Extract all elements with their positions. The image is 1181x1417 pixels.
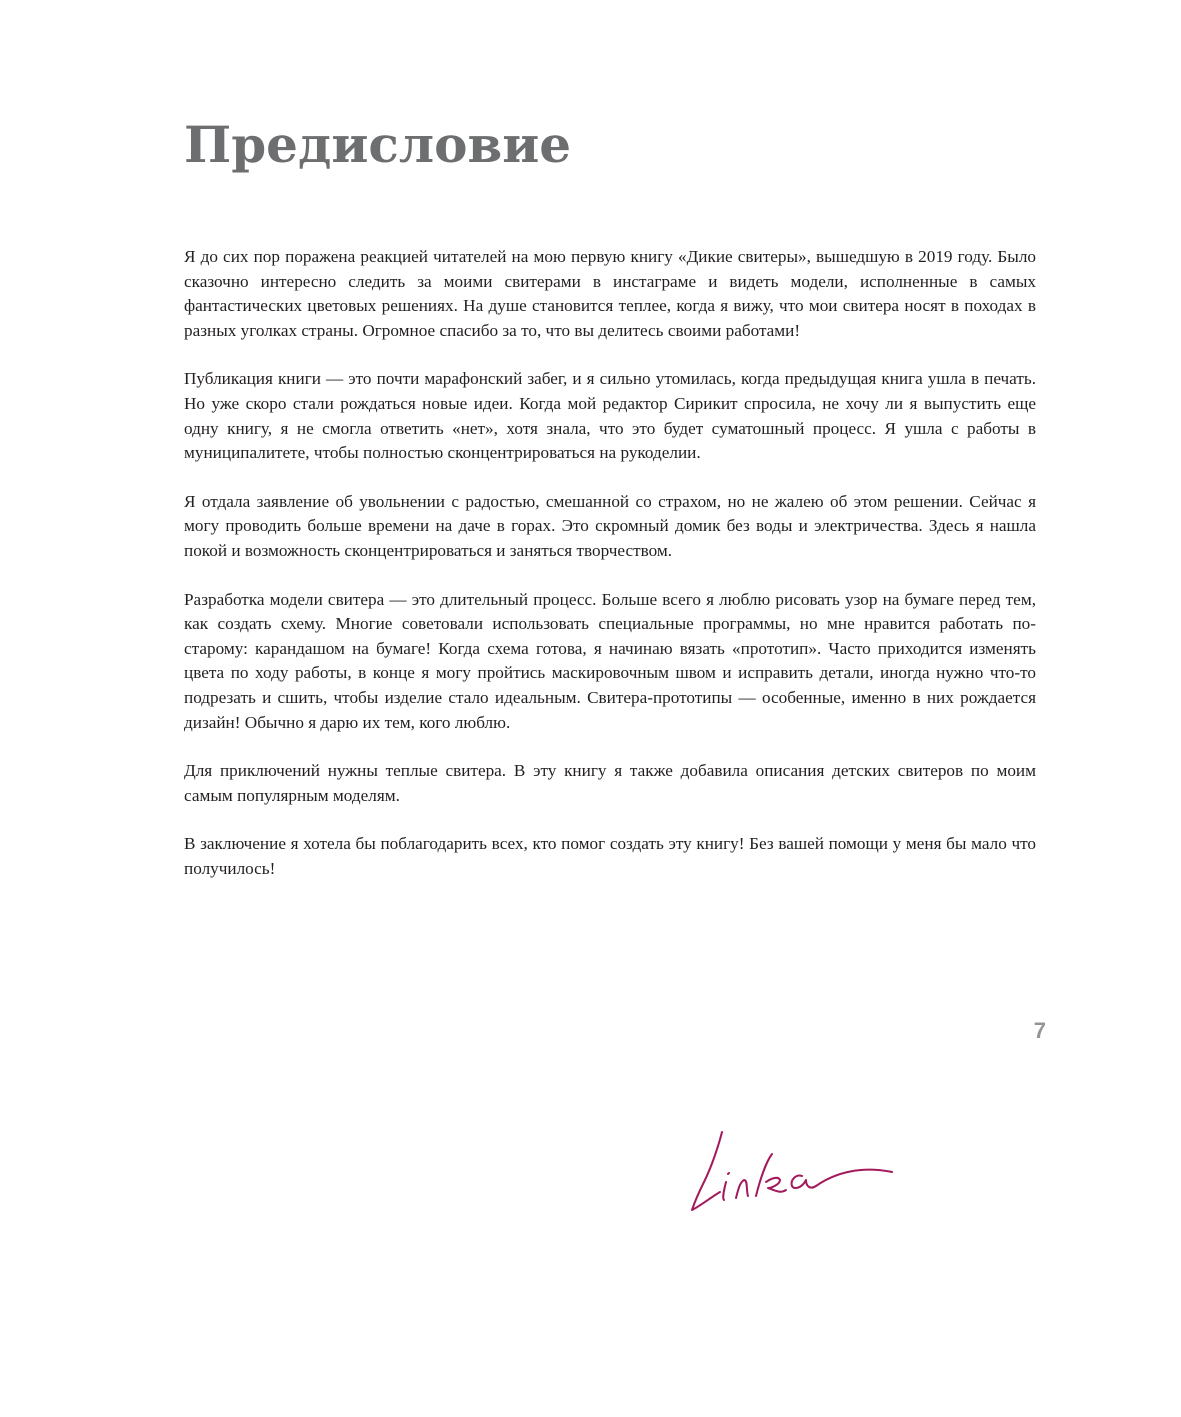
- page-number-container: [1000, 1016, 1046, 1046]
- author-signature: [686, 1124, 896, 1216]
- paragraph: Публикация книги — это почти марафонский забег, и я сильно утомилась, когда предыдущая книга ушла в печать. Но уже скоро стали рождаться новые идеи. Когда мой редактор Сирикит спросила, не хочу ли я выпустить еще одну книгу, я не смогла ответить «нет», хотя знала, что это будет суматошный процесс. Я ушла с работы в муниципалитете, чтобы полностью сконцентрироваться на рукоделии.: [184, 369, 1036, 463]
- page-number: 7: [1033, 1018, 1046, 1043]
- paragraph: Я до сих пор поражена реакцией читателей на мою первую книгу «Дикие свитеры», вышедшую в 2019 году. Было сказочно интересно следить за моими свитерами в инстаграме и видеть модели, исполненные в самых фантастических цветовых решениях. На душе становится теплее, когда я вижу, что мои свитера носят в походах в разных уголках страны. Огромное спасибо за то, что вы делитесь своими работами!: [184, 247, 1036, 340]
- paragraph: В заключение я хотела бы поблагодарить всех, кто помог создать эту книгу! Без вашей помощи у меня бы мало что получилось!: [184, 834, 1036, 878]
- paragraph: Я отдала заявление об увольнении с радостью, смешанной со страхом, но не жалею об этом решении. Сейчас я могу проводить больше времени на даче в горах. Это скромный домик без воды и электричества. Здесь я нашла покой и возможность сконцентрироваться и заняться творчеством.: [184, 491, 1036, 560]
- paragraph: Разработка модели свитера — это длительный процесс. Больше всего я люблю рисовать узор на бумаге перед тем, как создать схему. Многие советовали использовать специальные программы, но мне нравится работать по-старому: карандашом на бумаге! Когда схема готова, я начинаю вязать «прототип». Часто приходится изменять цвета по ходу работы, в конце я могу пройтись маскировочным швом и исправить детали, иногда нужно что-то подрезать и сшить, чтобы изделие стало идеальным. Свитера-прототипы — особенные, именно в них рождается дизайн! Обычно я дарю их тем, кого люблю.: [184, 589, 1036, 732]
- preface-body: [184, 245, 1036, 905]
- paragraph: Для приключений нужны теплые свитера. В эту книгу я также добавила описания детских свитеров по моим самым популярным моделям.: [184, 761, 1036, 805]
- page-title: Предисловие: [184, 115, 572, 174]
